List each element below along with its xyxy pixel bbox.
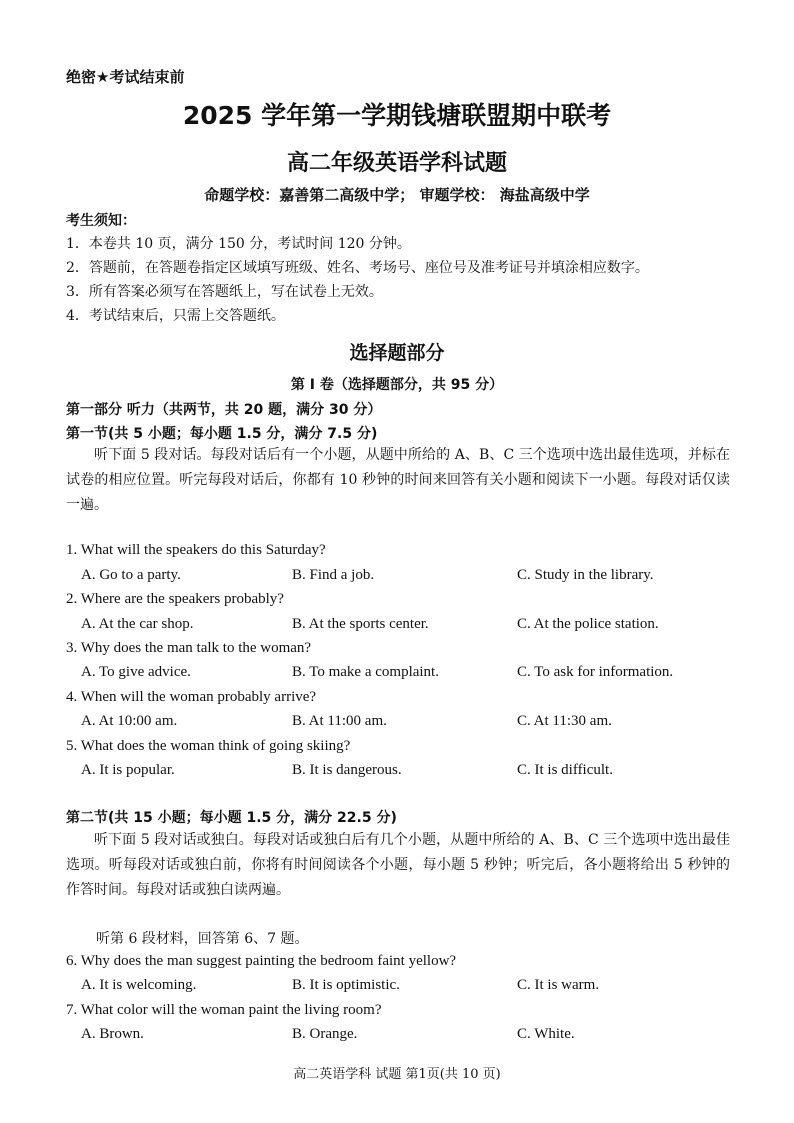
notice-item: 4．考试结束后，只需上交答题纸。 [66, 308, 285, 324]
section2-instructions: 听下面 5 段对话或独白。每段对话或独白后有几个小题，从题中所给的 A、B、C 三个选项中选出最佳选项。听每段对话或独白前，你将有时间阅读各个小题，每小题 5 秒钟；听完后，各小题将给出 5 秒钟的作答时间。每段对话或独白读两遍。 [66, 832, 730, 898]
part-title: 选择题部分 [349, 342, 445, 364]
option-b: B. To make a complaint. [292, 664, 439, 680]
school-info: 命题学校：嘉善第二高级中学； 审题学校： 海盐高级中学 [204, 186, 590, 204]
volume-title: 第 I 卷（选择题部分，共 95 分） [290, 377, 504, 393]
option-a: A. At 10:00 am. [81, 713, 178, 729]
material-intro: 听第 6 段材料，回答第 6、7 题。 [96, 931, 309, 947]
option-a: A. To give advice. [81, 664, 191, 680]
question-text: 3. Why does the man talk to the woman? [66, 640, 312, 656]
exam-subtitle: 高二年级英语学科试题 [286, 151, 507, 176]
option-c: C. At the police station. [517, 616, 659, 632]
option-b: B. Orange. [292, 1026, 358, 1042]
page-footer: 高二英语学科 试题 第1页(共 10 页) [293, 1067, 501, 1082]
option-c: C. At 11:30 am. [517, 713, 612, 729]
option-a: A. Go to a party. [81, 567, 181, 583]
question-text: 1. What will the speakers do this Saturday? [66, 542, 326, 558]
option-b: B. At 11:00 am. [292, 713, 387, 729]
notice-item: 1．本卷共 10 页，满分 150 分，考试时间 120 分钟。 [66, 236, 411, 252]
option-c: C. To ask for information. [517, 664, 674, 680]
option-c: C. Study in the library. [517, 567, 654, 583]
part1-title: 第一部分 听力（共两节，共 20 题，满分 30 分） [66, 402, 382, 418]
option-a: A. It is popular. [81, 762, 175, 778]
notice-item: 3．所有答案必须写在答题纸上，写在试卷上无效。 [66, 284, 383, 300]
section1-title: 第一节(共 5 小题；每小题 1.5 分，满分 7.5 分) [66, 426, 378, 442]
option-b: B. Find a job. [292, 567, 375, 583]
section1-instructions: 听下面 5 段对话。每段对话后有一个小题，从题中所给的 A、B、C 三个选项中选出最佳选项，并标在试卷的相应位置。听完每段对话后，你都有 10 秒钟的时间来回答有关小题和阅读下一小题。每段对话仅读一遍。 [66, 447, 730, 513]
notice-heading: 考生须知： [66, 213, 136, 229]
exam-title: 2025 学年第一学期钱塘联盟期中联考 [182, 101, 612, 130]
option-a: A. Brown. [81, 1026, 144, 1042]
option-c: C. It is difficult. [517, 762, 613, 778]
option-a: A. It is welcoming. [81, 977, 197, 993]
option-c: C. White. [517, 1026, 575, 1042]
question-text: 5. What does the woman think of going skiing? [66, 738, 351, 754]
confidential-label: 绝密★考试结束前 [66, 68, 185, 86]
option-c: C. It is warm. [517, 977, 600, 993]
option-b: B. It is dangerous. [292, 762, 402, 778]
question-text: 4. When will the woman probably arrive? [66, 689, 317, 705]
section2-title: 第二节(共 15 小题；每小题 1.5 分，满分 22.5 分) [66, 810, 397, 826]
question-text: 7. What color will the woman paint the living room? [66, 1002, 382, 1018]
option-a: A. At the car shop. [81, 616, 194, 632]
notice-item: 2．答题前，在答题卷指定区域填写班级、姓名、考场号、座位号及准考证号并填涂相应数字。 [66, 260, 649, 276]
option-b: B. It is optimistic. [292, 977, 400, 993]
question-text: 6. Why does the man suggest painting the bedroom faint yellow? [66, 953, 457, 969]
option-b: B. At the sports center. [292, 616, 429, 632]
question-text: 2. Where are the speakers probably? [66, 591, 284, 607]
